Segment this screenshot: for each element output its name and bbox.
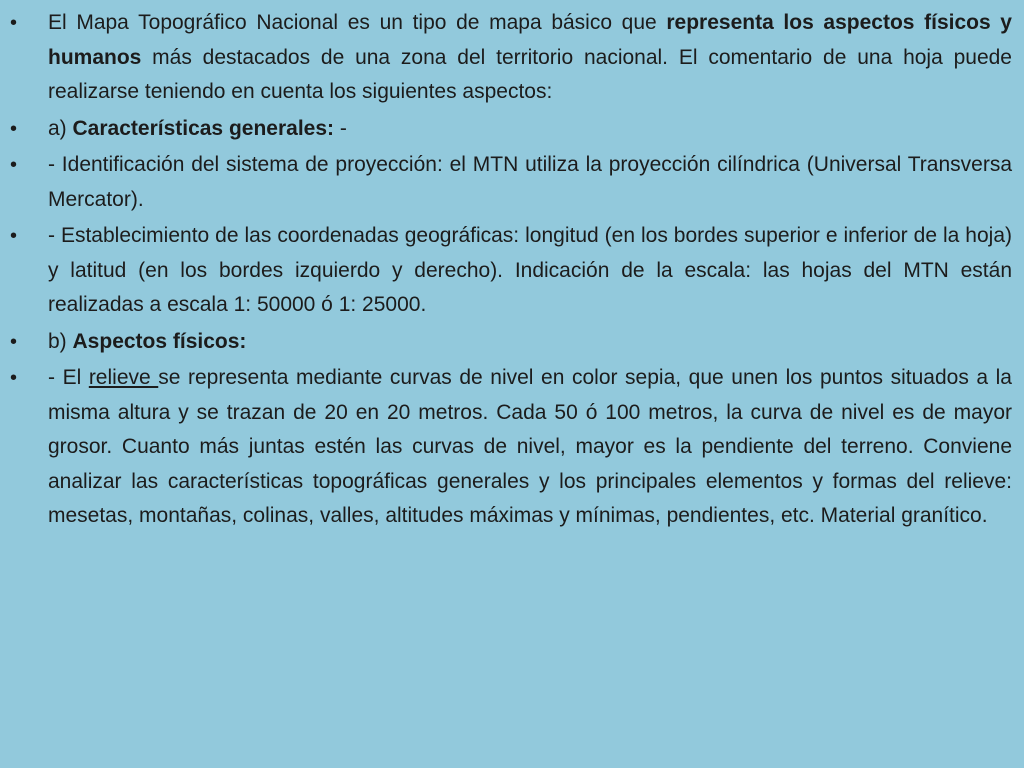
bold-text: Aspectos físicos: bbox=[72, 329, 247, 353]
text: se representa mediante curvas de nivel en color sepia, que unen los puntos situados a la misma altura y se trazan de 20 en 20 metros. Cada 50 ó 100 metros, la curva de nivel es de mayor grosor. Cuanto más juntas estén las curvas de nivel, mayor es la pendiente del terreno. Conviene analizar las características topográficas generales y los principales elementos y formas del relieve: mesetas, montañas, colinas, valles, altitudes máximas y mínimas, pendientes, etc. Material granítico. bbox=[48, 366, 1012, 527]
bullet-item-physical-aspects bbox=[0, 325, 1012, 360]
bullet-icon: • bbox=[10, 225, 18, 247]
bullet-list bbox=[0, 6, 1012, 534]
bullet-item-coordinates bbox=[0, 219, 1012, 323]
underlined-text: relieve bbox=[88, 366, 159, 389]
bullet-item-general-characteristics bbox=[0, 112, 1012, 147]
bullet-item-relief bbox=[0, 361, 1012, 534]
text: El Mapa Topográfico Nacional es un tipo de mapa básico que bbox=[48, 11, 667, 34]
bullet-icon: • bbox=[10, 367, 18, 389]
bullet-icon: • bbox=[10, 330, 18, 353]
text: - El bbox=[48, 366, 89, 389]
bullet-icon: • bbox=[10, 12, 18, 34]
text: más destacados de una zona del territorio nacional. El comentario de una hoja puede realizarse teniendo en cuenta los siguientes aspectos: bbox=[48, 45, 1012, 103]
text: a) bbox=[48, 116, 73, 140]
bold-text: representa los aspectos físicos y humanos bbox=[48, 11, 1012, 69]
bullet-icon: • bbox=[10, 117, 18, 140]
bullet-icon: • bbox=[10, 154, 18, 176]
bold-text: Características generales: bbox=[72, 116, 335, 140]
text: - bbox=[334, 116, 347, 140]
text: - Identificación del sistema de proyección: el MTN utiliza la proyección cilíndrica (Universal Transversa Mercator). bbox=[48, 153, 1012, 211]
bullet-item-projection bbox=[0, 148, 1012, 217]
bullet-item-intro bbox=[0, 6, 1012, 110]
text: - Establecimiento de las coordenadas geográficas: longitud (en los bordes superior e inferior de la hoja) y latitud (en los bordes izquierdo y derecho). Indicación de la escala: las hojas del MTN están realizadas a escala 1: 50000 ó 1: 25000. bbox=[48, 224, 1012, 316]
text: b) bbox=[48, 329, 73, 353]
